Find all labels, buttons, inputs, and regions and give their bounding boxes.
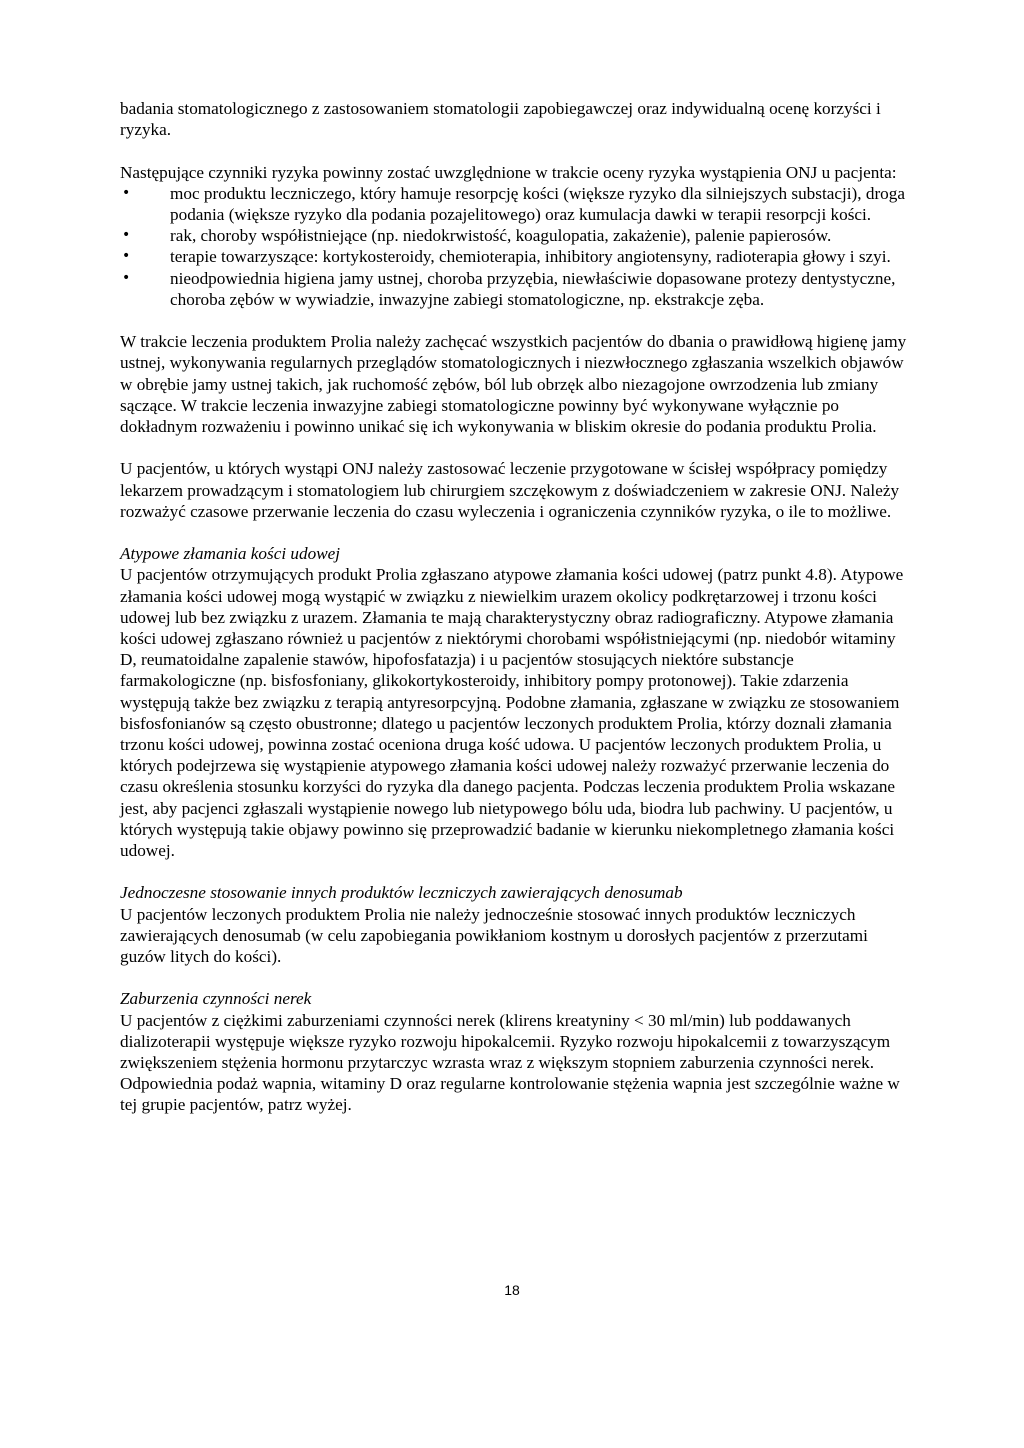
list-item — [120, 183, 910, 225]
bullet-icon: • — [122, 227, 131, 244]
section-body-atypical-fractures: U pacjentów otrzymujących produkt Prolia zgłaszano atypowe złamania kości udowej (patrz punkt 4.8). Atypowe złamania kości udowej mogą wystąpić w związku z niewielkim urazem okolicy podkrętarzowej i trzonu kości udowej lub bez związku z urazem. Złamania te mają charakterystyczny obraz radiograficzny. Atypowe złamania kości udowej zgłaszano również u pacjentów z niektórymi chorobami współistniejącymi (np. niedobór witaminy D, reumatoidalne zapalenie stawów, hipofosfatazja) i u pacjentów stosujących niektóre substancje farmakologiczne (np. bisfosfoniany, glikokortykosteroidy, inhibitory pompy protonowej). Takie zdarzenia występują także bez związku z terapią antyresorpcyjną. Podobne złamania, zgłaszane w związku ze stosowaniem bisfosfonianów są często obustronne; dlatego u pacjentów leczonych produktem Prolia, którzy doznali złamania trzonu kości udowej, powinna zostać oceniona druga kość udowa. U pacjentów leczonych produktem Prolia, u których podejrzewa się wystąpienie atypowego złamania kości udowej należy rozważyć przerwanie leczenia do czasu określenia stosunku korzyści do ryzyka dla danego pacjenta. Podczas leczenia produktem Prolia wskazane jest, aby pacjenci zgłaszali wystąpienie nowego lub nietypowego bólu uda, biodra lub pachwiny. U pacjentów, u których występują takie objawy powinno się przeprowadzić badanie w kierunku niekompletnego złamania kości udowej. — [120, 565, 904, 861]
bullet-icon: • — [122, 269, 131, 286]
section-heading-denosumab: Jednoczesne stosowanie innych produktów leczniczych zawierających denosumab — [120, 883, 683, 903]
list-item-text: terapie towarzyszące: kortykosteroidy, chemioterapia, inhibitory angiotensyny, radioterapia głowy i szyi. — [170, 247, 891, 267]
risk-factors-list — [120, 183, 910, 310]
page-number: 18 — [504, 1282, 520, 1298]
list-item-text: rak, choroby współistniejące (np. niedokrwistość, koagulopatia, zakażenie), palenie papierosów. — [170, 226, 832, 246]
paragraph-dental-exam: badania stomatologicznego z zastosowaniem stomatologii zapobiegawczej oraz indywidualną ocenę korzyści i ryzyka. — [120, 99, 881, 140]
list-item — [120, 225, 910, 246]
section-body-denosumab: U pacjentów leczonych produktem Prolia nie należy jednocześnie stosować innych produktów leczniczych zawierających denosumab (w celu zapobiegania powikłaniom kostnym u dorosłych pacjentów z przerzutami guzów litych do kości). — [120, 904, 868, 967]
bullet-icon: • — [122, 248, 131, 265]
section-body-renal-impairment: U pacjentów z ciężkimi zaburzeniami czynności nerek (klirens kreatyniny < 30 ml/min) lub poddawanych dializoterapii występuje większe ryzyko rozwoju hipokalcemii. Ryzyko rozwoju hipokalcemii z towarzyszącym zwiększeniem stężenia hormonu przytarczyc wzrasta wraz z większym stopniem zaburzenia czynności nerek. Odpowiednia podaż wapnia, witaminy D oraz regularne kontrolowanie stężenia wapnia jest szczególnie ważne w tej grupie pacjentów, patrz wyżej. — [120, 1010, 900, 1115]
section-heading-atypical-fractures: Atypowe złamania kości udowej — [120, 544, 341, 564]
list-item-text: moc produktu leczniczego, który hamuje resorpcję kości (większe ryzyko dla silniejszych substacji), droga podania (większe ryzyko dla podania pozajelitowego) oraz kumulacja dawki w terapii resorpcji kości. — [170, 183, 906, 224]
list-item — [120, 268, 910, 310]
paragraph-onj-treatment: U pacjentów, u których wystąpi ONJ należy zastosować leczenie przygotowane w ścisłej współpracy pomiędzy lekarzem prowadzącym i stomatologiem lub chirurgiem szczękowym z doświadczeniem w zakresie ONJ. Należy rozważyć czasowe przerwanie leczenia do czasu wyleczenia i ograniczenia czynników ryzyka, o ile to możliwe. — [120, 459, 900, 521]
list-item-text: nieodpowiednia higiena jamy ustnej, choroba przyzębia, niewłaściwie dopasowane protezy dentystyczne, choroba zębów w wywiadzie, inwazyjne zabiegi stomatologiczne, np. ekstrakcje zęba. — [170, 268, 896, 309]
section-heading-renal-impairment: Zaburzenia czynności nerek — [120, 989, 312, 1009]
paragraph-risk-factors-intro: Następujące czynniki ryzyka powinny zostać uwzględnione w trakcie oceny ryzyka wystąpienia ONJ u pacjenta: — [120, 162, 897, 182]
list-item — [120, 246, 910, 267]
document-page — [120, 98, 910, 1116]
bullet-icon: • — [122, 184, 131, 201]
paragraph-oral-hygiene: W trakcie leczenia produktem Prolia należy zachęcać wszystkich pacjentów do dbania o prawidłową higienę jamy ustnej, wykonywania regularnych przeglądów stomatologicznych i niezwłocznego zgłaszania wszelkich objawów w obrębie jamy ustnej takich, jak ruchomość zębów, ból lub obrzęk albo niezagojone owrzodzenia lub zmiany sączące. W trakcie leczenia inwazyjne zabiegi stomatologiczne powinny być wykonywane wyłącznie po dokładnym rozważeniu i powinno unikać się ich wykonywania w bliskim okresie do podania produktu Prolia. — [120, 332, 907, 437]
